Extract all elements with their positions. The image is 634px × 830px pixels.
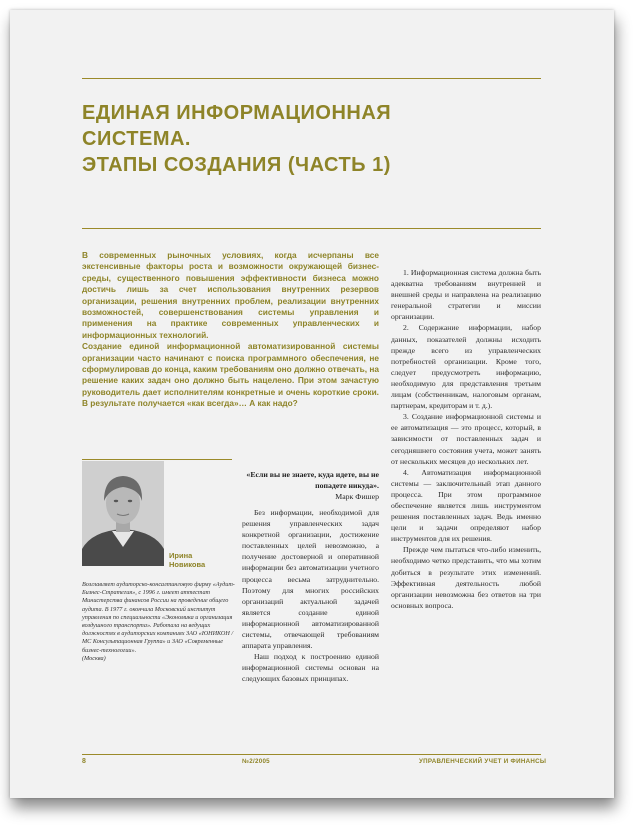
lead-paragraphs xyxy=(82,250,379,410)
author-bio xyxy=(82,581,237,663)
lead-paragraph-1: В современных рыночных условиях, когда исчерпаны все экстенсивные факторы роста и возможности окружающей бизнес-среды, существенного повышения эффективности бизнеса можно достичь лишь за счет использования внутренних резервов организации, решения внутренних проблем, реализации внутренних возможностей, совершенствования системы управления и применения на практике современных управленческих и информационных технологий. xyxy=(82,250,379,340)
title-rule xyxy=(82,228,541,229)
column3-paragraph-1: 1. Информационная система должна быть адекватна требованиям внутренней и внешней среды и направлена на реализацию генеральной стратегии и миссии организации. xyxy=(391,268,541,322)
author-city: (Москва) xyxy=(82,654,106,662)
footer-rule xyxy=(82,754,541,755)
portrait-image xyxy=(82,461,164,566)
magazine-page xyxy=(10,10,614,798)
author-rule xyxy=(82,459,232,460)
lead-paragraph-2: Создание единой информационной автоматизированной системы организации часто начинают с поиска программного обеспечения, не сформулировав до конца, каким требованиям оно должно отвечать, на решение каких задач оно должно быть нацелено. При этом зачастую руководитель дает исполнителям конкретные и очень короткие сроки. В результате получается «как всегда»… А как надо? xyxy=(82,341,379,409)
top-rule xyxy=(82,78,541,79)
body-column-2 xyxy=(242,507,379,685)
column2-paragraph-2: Наш подход к построению единой информационной системы основан на следующих базовых принципах. xyxy=(242,652,379,684)
author-last-name: Новикова xyxy=(169,560,206,569)
title-line-3: ЭТАПЫ СОЗДАНИЯ (ЧАСТЬ 1) xyxy=(82,154,391,176)
epigraph xyxy=(242,469,379,502)
page-number: 8 xyxy=(82,758,87,765)
title-line-1: ЕДИНАЯ ИНФОРМАЦИОННАЯ xyxy=(82,102,392,124)
author-first-name: Ирина xyxy=(169,551,193,560)
epigraph-author: Марк Фишер xyxy=(335,492,379,501)
title-line-2: СИСТЕМА. xyxy=(82,128,191,150)
column3-paragraph-5: Прежде чем пытаться что-либо изменить, необходимо четко представить, что мы хотим добиться в результате этих изменений. Эффективная деятельность любой организации невозможна без ответов на три основных вопроса. xyxy=(391,545,541,610)
journal-name: УПРАВЛЕНЧЕСКИЙ УЧЕТ И ФИНАНСЫ xyxy=(419,758,547,765)
author-bio-text: Возглавляет аудиторско-консалтинговую фирму «Аудит-Бизнес-Стратегия», с 1996 г. имеет аттестат Министерства финансов России на проведение общего аудита. В 1977 г. окончила Московский институт управления по специальности «Экономика и организация воздушного транспорта». Работала на ведущих должностях в аудиторских компаниях ЗАО «ЮНИКОН / МС Консультационная Группа» и ЗАО «Современные бизнес-технологии». xyxy=(82,581,235,654)
author-name xyxy=(169,551,229,569)
article-title xyxy=(82,100,542,178)
column3-paragraph-3: 3. Создание информационной системы и ее автоматизация — это процесс, который, в зависимости от поставленных задач и сегодняшнего состояния учета, может занять от нескольких месяцев до нескольких лет. xyxy=(391,412,541,466)
epigraph-quote: «Если вы не знаете, куда идете, вы не попадете никуда». xyxy=(246,470,379,490)
author-photo xyxy=(82,461,164,566)
issue-number: №2/2005 xyxy=(242,758,270,765)
column3-paragraph-4: 4. Автоматизация информационной системы — заключительный этап данного процесса. При этом программное обеспечение является лишь инструментом решения поставленных задач. Ведь именно цели и задачи определяют набор инструментов для их решения. xyxy=(391,467,541,544)
column3-paragraph-2: 2. Содержание информации, набор данных, показателей должны исходить прежде всего из управленческих потребностей организации. Кроме того, следует предусмотреть информацию, необходимую для представления третьим лицам (собственникам, налоговым органам, партнерам, кредиторам и т. д.). xyxy=(391,323,541,411)
column2-paragraph-1: Без информации, необходимой для решения управленческих задач конкретной организации, достижение поставленных целей невозможно, а получение достоверной и оперативной информации без автоматизации учетного процесса весьма затруднительно. Поэтому для многих российских организаций актуальной задачей является создание единой информационной автоматизированной системы, отвечающей требованиям аппарата управления. xyxy=(242,508,379,651)
body-column-3 xyxy=(391,267,541,611)
